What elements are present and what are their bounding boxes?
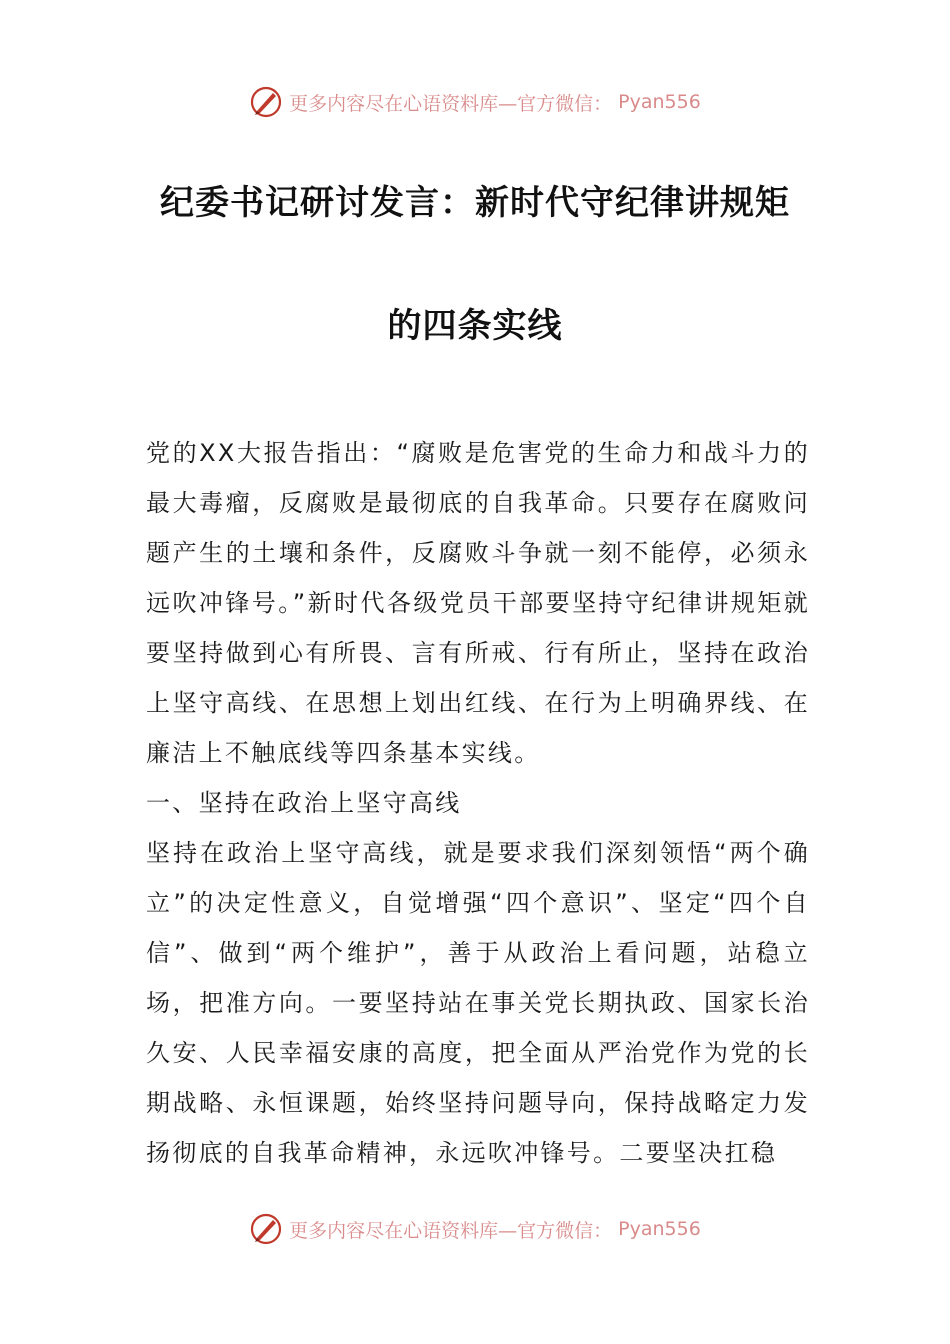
watermark-wechat-id: Pyan556 (618, 91, 701, 113)
pen-logo-icon (249, 1212, 283, 1246)
body-paragraph-2: 坚持在政治上坚守高线，就是要求我们深刻领悟“两个确立”的决定性意义，自觉增强“四个意识”、坚定“四个自信”、做到“两个维护”，善于从政治上看问题，站稳立场，把准方向。一要坚持站在事关党长期执政、国家长治久安、人民幸福安康的高度，把全面从严治党作为党的长期战略、永恒课题，始终坚持问题导向，保持战略定力发扬彻底的自我革命精神，永远吹冲锋号。二要坚决扛稳 (146, 839, 810, 1167)
document-title-line1: 纪委书记研讨发言：新时代守纪律讲规矩 (160, 183, 790, 223)
document-title-line2: 的四条实线 (387, 306, 563, 346)
body-paragraph-1: 党的XX大报告指出：“腐败是危害党的生命力和战斗力的最大毒瘤，反腐败是最彻底的自我革命。只要存在腐败问题产生的土壤和条件，反腐败斗争就一刻不能停，必须永远吹冲锋号。”新时代各级党员干部要坚持守纪律讲规矩就要坚持做到心有所畏、言有所戒、行有所止，坚持在政治上坚守高线、在思想上划出红线、在行为上明确界线、在廉洁上不触底线等四条基本实线。 (146, 439, 810, 767)
watermark-text: 更多内容尽在心语资料库—官方微信： (289, 1219, 613, 1242)
pen-logo-icon (249, 85, 283, 119)
watermark-text: 更多内容尽在心语资料库—官方微信： (289, 92, 613, 115)
document-body (146, 428, 810, 1178)
watermark-wechat-id: Pyan556 (618, 1218, 701, 1240)
watermark-footer (0, 1209, 950, 1249)
watermark-header (0, 82, 950, 122)
section-heading-1: 一、坚持在政治上坚守高线 (146, 789, 462, 817)
